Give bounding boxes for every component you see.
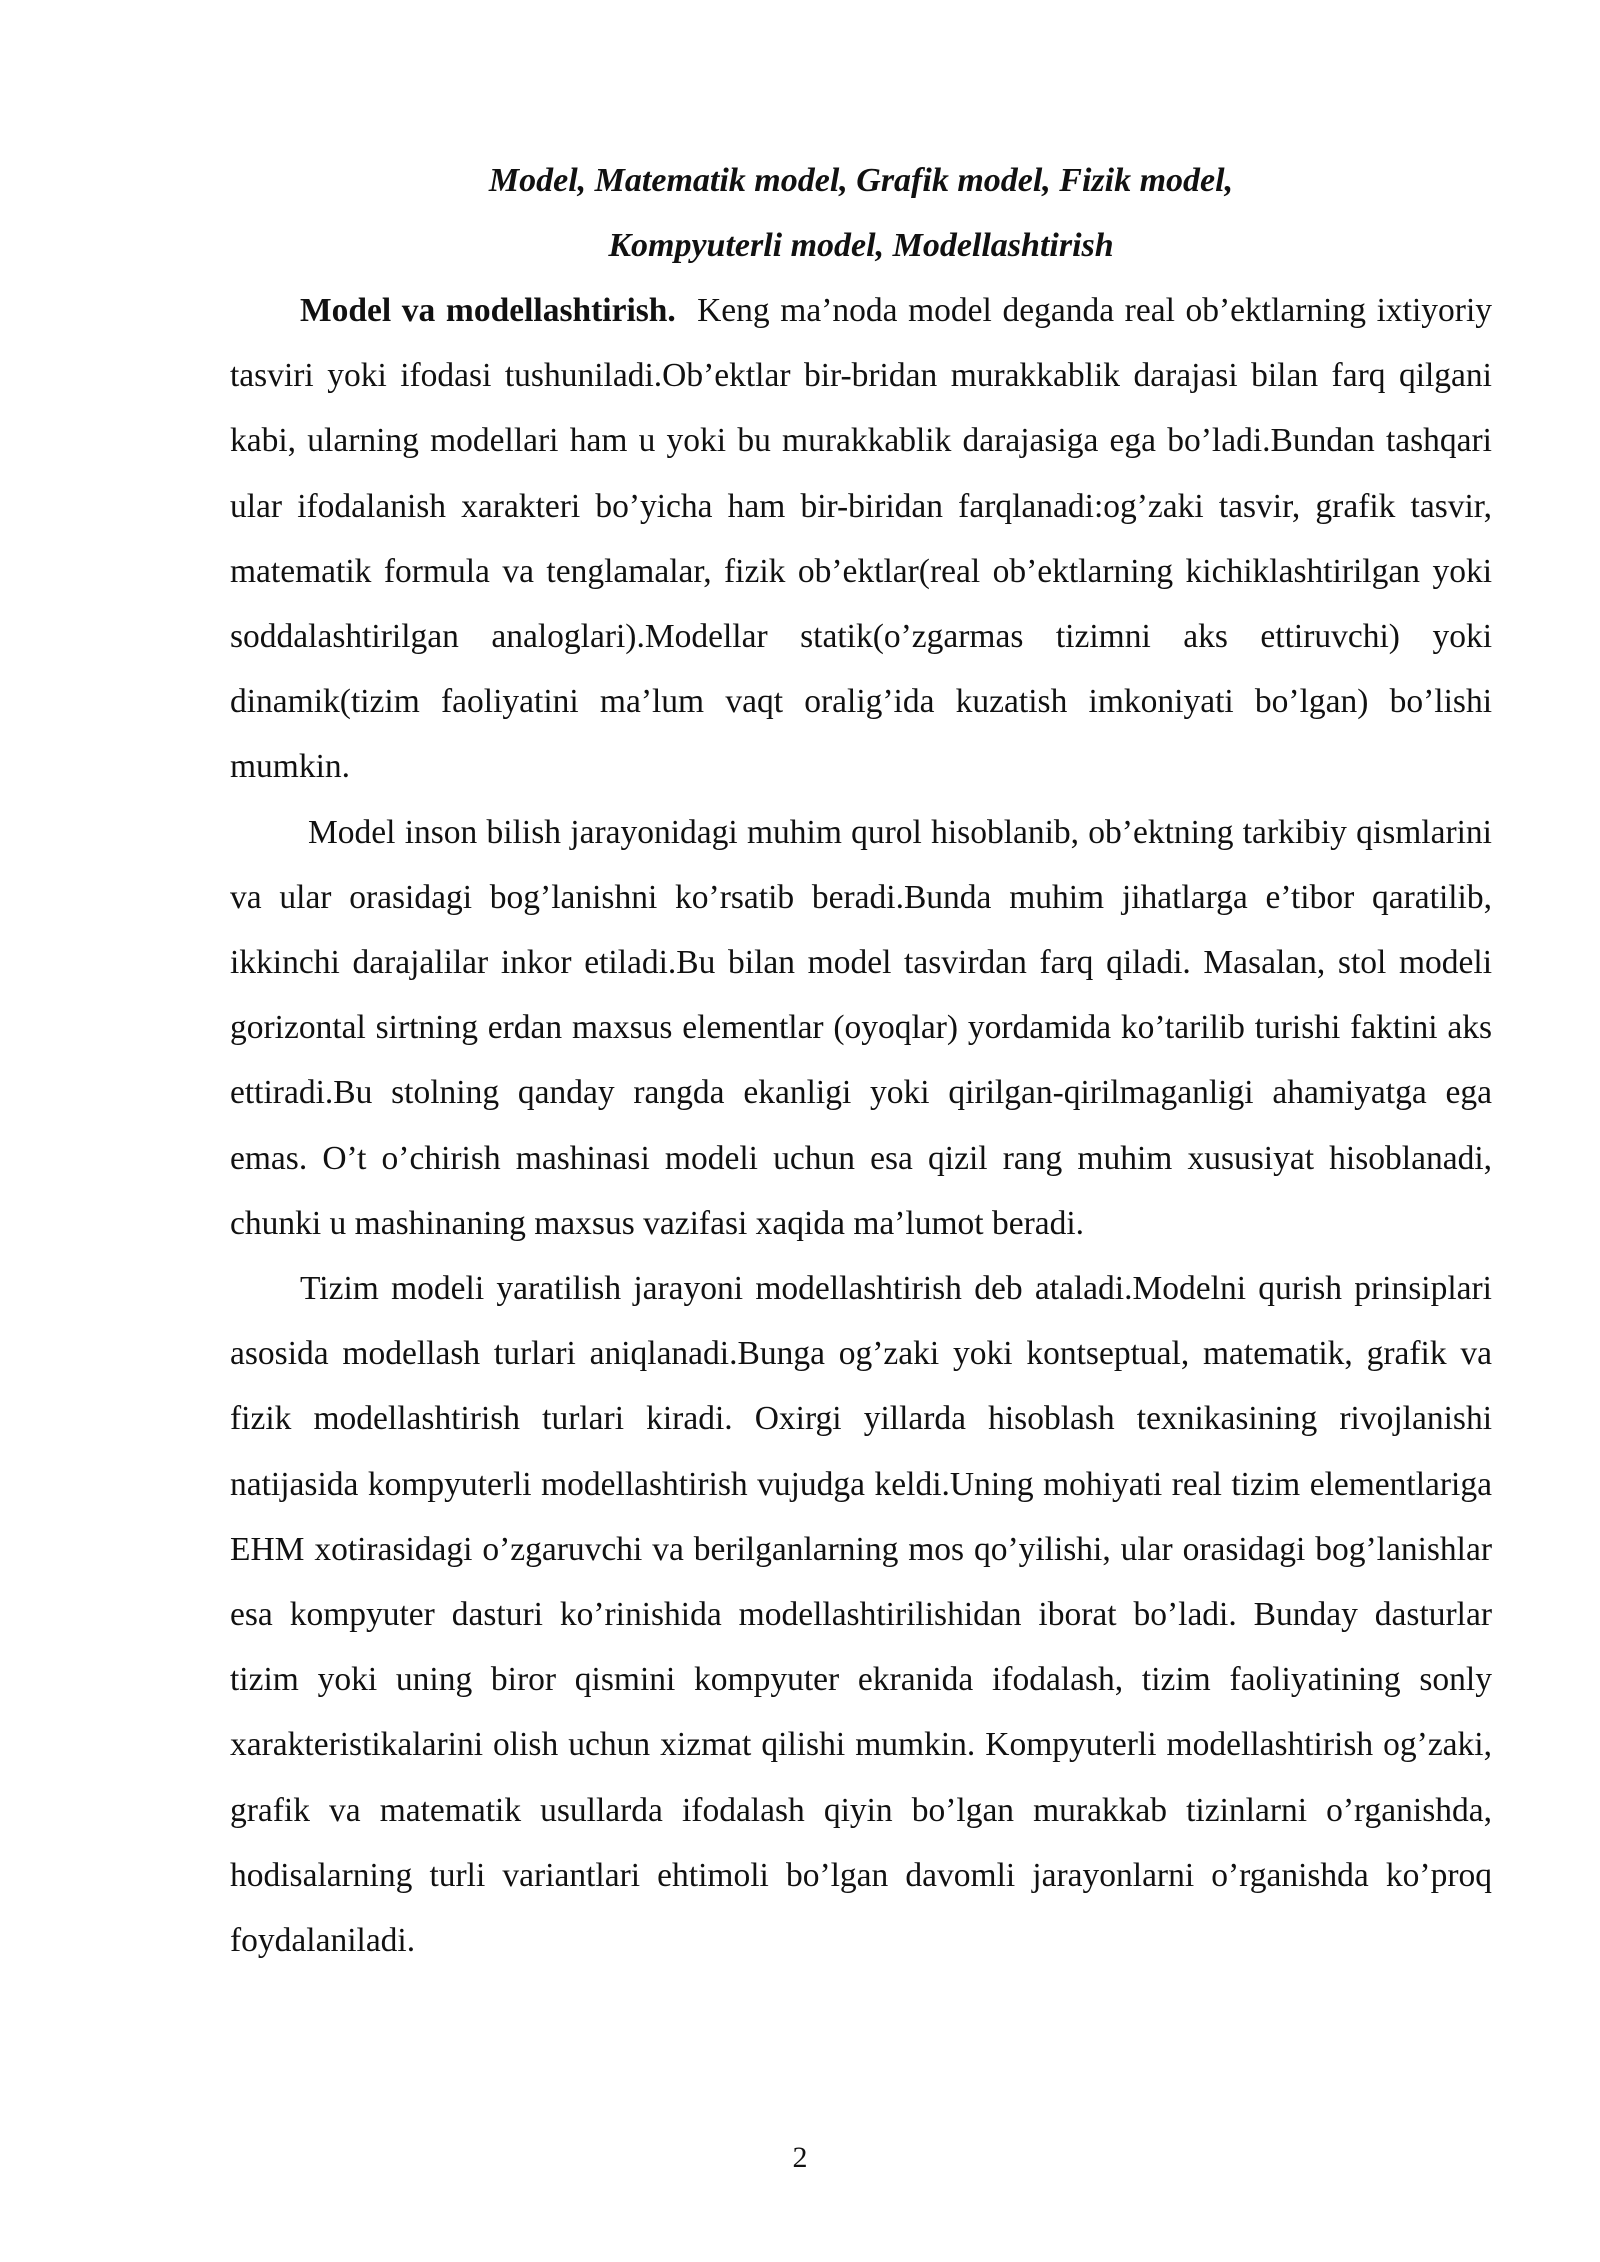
page-number: 2 xyxy=(792,2141,808,2174)
document-body xyxy=(230,148,1492,1973)
paragraph-2: Model inson bilish jarayonidagi muhim qurol hisoblanib, ob’ektning tarkibiy qismlarini va ular orasidagi bog’lanishni ko’rsatib beradi.Bunda muhim jihatlarga e’tibor qaratilib, ikkinchi darajalilar inkor etiladi.Bu bilan model tasvirdan farq qiladi. Masalan, stol modeli gorizontal sirtning erdan maxsus elementlar (oyoqlar) yordamida ko’tarilib turishi faktini aks ettiradi.Bu stolning qanday rangda ekanligi yoki qirilgan-qirilmaganligi ahamiyatga ega emas. O’t o’chirish mashinasi modeli uchun esa qizil rang muhim xususiyat hisoblanadi, chunki u mashinaning maxsus vazifasi xaqida ma’lumot beradi. xyxy=(230,813,1492,1242)
paragraph-1-text: Keng ma’noda model deganda real ob’ektlarning ixtiyoriy tasviri yoki ifodasi tushuniladi.Ob’ektlar bir-bridan murakkablik darajasi bilan farq qilgani kabi, ularning modellari ham u yoki bu murakkablik darajasiga ega bo’ladi.Bundan tashqari ular ifodalanish xarakteri bo’yicha ham bir-biridan farqlanadi:og’zaki tasvir, grafik tasvir, matematik formula va tenglamalar, fizik ob’ektlar(real ob’ektlarning kichiklashtirilgan yoki soddalashtirilgan analoglari).Modellar statik(o’zgarmas tizimni aks ettiruvchi) yoki dinamik(tizim faoliyatini ma’lum vaqt oralig’ida kuzatish imkoniyati bo’lgan) bo’lishi mumkin. xyxy=(230,292,1492,786)
paragraph-1-lead: Model va modellashtirish. xyxy=(300,292,676,329)
paragraph-1 xyxy=(230,278,1492,800)
paragraph-3: Tizim modeli yaratilish jarayoni modellashtirish deb ataladi.Modelni qurish prinsiplari asosida modellash turlari aniqlanadi.Bunga og’zaki yoki kontseptual, matematik, grafik va fizik modellashtirish turlari kiradi. Oxirgi yillarda hisoblash texnikasining rivojlanishi natijasida kompyuterli modellashtirish vujudga keldi.Uning mohiyati real tizim elementlariga EHM xotirasidagi o’zgaruvchi va berilganlarning mos qo’yilishi, ular orasidagi bog’lanishlar esa kompyuter dasturi ko’rinishida modellashtirilishidan iborat bo’ladi. Bunday dasturlar tizim yoki uning biror qismini kompyuter ekranida ifodalash, tizim faoliyatining sonly xarakteristikalarini olish uchun xizmat qilishi mumkin. Kompyuterli modellashtirish og’zaki, grafik va matematik usullarda ifodalash qiyin bo’lgan murakkab tizinlarni o’rganishda, hodisalarning turli variantlari ehtimoli bo’lgan davomli jarayonlarni o’rganishda ko’proq foydalaniladi. xyxy=(230,1270,1492,1960)
title-line-2: Kompyuterli model, Modellashtirish xyxy=(608,227,1114,264)
title-line-1: Model, Matematik model, Grafik model, Fizik model, xyxy=(488,162,1234,199)
